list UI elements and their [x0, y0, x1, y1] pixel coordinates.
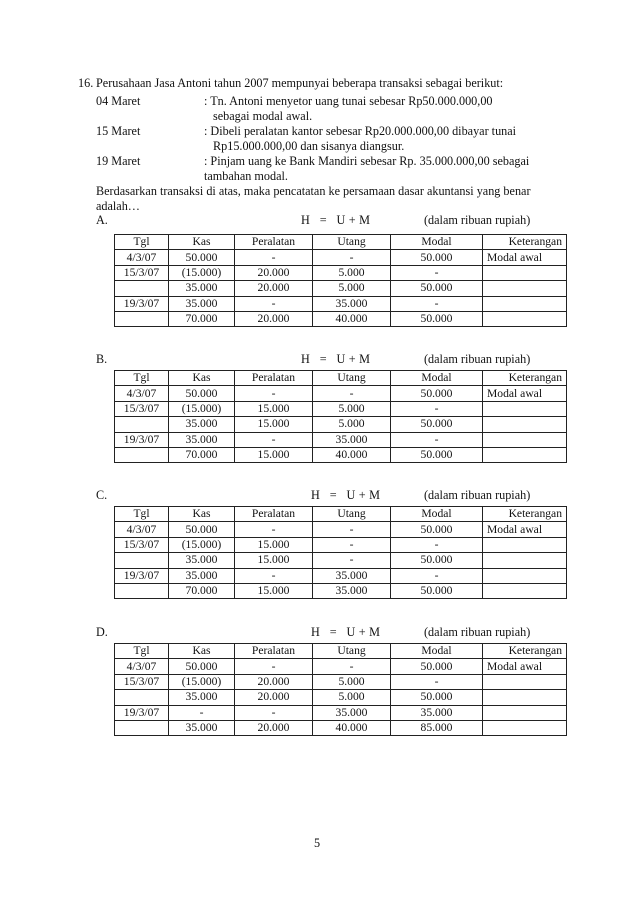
- cell-modal: -: [391, 265, 483, 280]
- cell-kas: 50.000: [169, 659, 235, 674]
- cell-keterangan: [483, 583, 567, 598]
- cell-kas: 50.000: [169, 250, 235, 265]
- header-modal: Modal: [391, 644, 483, 659]
- cell-utang: 5.000: [313, 281, 391, 296]
- cell-tgl: 19/3/07: [115, 568, 169, 583]
- cell-utang: 35.000: [313, 568, 391, 583]
- cell-peralatan: -: [235, 705, 313, 720]
- header-tgl: Tgl: [115, 507, 169, 522]
- header-modal: Modal: [391, 371, 483, 386]
- cell-modal: 50.000: [391, 690, 483, 705]
- cell-kas: (15.000): [169, 674, 235, 689]
- cell-keterangan: Modal awal: [483, 386, 567, 401]
- cell-modal: -: [391, 432, 483, 447]
- cell-utang: 35.000: [313, 583, 391, 598]
- table-row: [115, 568, 567, 583]
- cell-tgl: [115, 281, 169, 296]
- question-intro: Perusahaan Jasa Antoni tahun 2007 mempunyai beberapa transaksi sebagai berikut:: [96, 76, 504, 90]
- cell-modal: -: [391, 674, 483, 689]
- option-letter: C.: [96, 488, 108, 502]
- header-utang: Utang: [313, 371, 391, 386]
- unit-note: (dalam ribuan rupiah): [424, 488, 531, 502]
- cell-utang: -: [313, 659, 391, 674]
- transaction-date: 19 Maret: [96, 154, 141, 168]
- cell-tgl: [115, 553, 169, 568]
- cell-kas: -: [169, 705, 235, 720]
- cell-modal: 50.000: [391, 583, 483, 598]
- header-utang: Utang: [313, 235, 391, 250]
- cell-utang: 5.000: [313, 674, 391, 689]
- table-row: [115, 281, 567, 296]
- table-row: [115, 705, 567, 720]
- cell-modal: -: [391, 401, 483, 416]
- cell-peralatan: 20.000: [235, 265, 313, 280]
- cell-modal: 50.000: [391, 417, 483, 432]
- cell-tgl: 15/3/07: [115, 537, 169, 552]
- cell-kas: 35.000: [169, 690, 235, 705]
- cell-peralatan: 20.000: [235, 690, 313, 705]
- table-row: [115, 720, 567, 735]
- cell-modal: 50.000: [391, 553, 483, 568]
- cell-kas: 50.000: [169, 386, 235, 401]
- unit-note: (dalam ribuan rupiah): [424, 213, 531, 227]
- table-row: [115, 265, 567, 280]
- transaction-desc: : Tn. Antoni menyetor uang tunai sebesar Rp50.000.000,00: [204, 94, 493, 108]
- cell-peralatan: 15.000: [235, 447, 313, 462]
- table-row: [115, 386, 567, 401]
- cell-keterangan: [483, 296, 567, 311]
- table-row: [115, 417, 567, 432]
- cell-keterangan: [483, 432, 567, 447]
- header-utang: Utang: [313, 644, 391, 659]
- transaction-desc: : Dibeli peralatan kantor sebesar Rp20.000.000,00 dibayar tunai: [204, 124, 517, 138]
- table-header-row: [115, 235, 567, 250]
- unit-note: (dalam ribuan rupiah): [424, 625, 531, 639]
- cell-utang: 35.000: [313, 705, 391, 720]
- cell-kas: (15.000): [169, 401, 235, 416]
- option-letter: D.: [96, 625, 108, 639]
- cell-modal: 50.000: [391, 659, 483, 674]
- cell-peralatan: -: [235, 568, 313, 583]
- cell-modal: 50.000: [391, 522, 483, 537]
- question-number: 16.: [78, 76, 94, 90]
- table-row: [115, 674, 567, 689]
- header-peralatan: Peralatan: [235, 507, 313, 522]
- cell-utang: -: [313, 250, 391, 265]
- cell-kas: 35.000: [169, 417, 235, 432]
- cell-peralatan: 15.000: [235, 417, 313, 432]
- header-keterangan: Keterangan: [483, 507, 567, 522]
- cell-tgl: 19/3/07: [115, 432, 169, 447]
- header-tgl: Tgl: [115, 644, 169, 659]
- table-row: [115, 659, 567, 674]
- header-tgl: Tgl: [115, 235, 169, 250]
- journal-table-d: [114, 643, 567, 736]
- cell-modal: 50.000: [391, 311, 483, 326]
- table-row: [115, 250, 567, 265]
- cell-kas: (15.000): [169, 265, 235, 280]
- option-letter: A.: [96, 213, 108, 227]
- cell-modal: 50.000: [391, 250, 483, 265]
- cell-tgl: 15/3/07: [115, 265, 169, 280]
- cell-tgl: [115, 720, 169, 735]
- cell-keterangan: [483, 417, 567, 432]
- cell-peralatan: 15.000: [235, 583, 313, 598]
- header-keterangan: Keterangan: [483, 371, 567, 386]
- header-kas: Kas: [169, 371, 235, 386]
- cell-utang: 5.000: [313, 401, 391, 416]
- cell-peralatan: -: [235, 522, 313, 537]
- cell-peralatan: -: [235, 432, 313, 447]
- cell-peralatan: -: [235, 659, 313, 674]
- cell-kas: 35.000: [169, 553, 235, 568]
- cell-peralatan: -: [235, 296, 313, 311]
- cell-keterangan: [483, 311, 567, 326]
- cell-peralatan: -: [235, 250, 313, 265]
- cell-peralatan: 20.000: [235, 674, 313, 689]
- cell-modal: 50.000: [391, 447, 483, 462]
- cell-utang: -: [313, 386, 391, 401]
- cell-keterangan: [483, 281, 567, 296]
- cell-tgl: 19/3/07: [115, 296, 169, 311]
- cell-peralatan: 15.000: [235, 401, 313, 416]
- table-row: [115, 583, 567, 598]
- cell-utang: 40.000: [313, 447, 391, 462]
- cell-peralatan: 20.000: [235, 720, 313, 735]
- cell-tgl: 4/3/07: [115, 386, 169, 401]
- cell-utang: 35.000: [313, 432, 391, 447]
- transaction-desc-cont: Rp15.000.000,00 dan sisanya diangsur.: [213, 139, 405, 153]
- transaction-desc: : Pinjam uang ke Bank Mandiri sebesar Rp. 35.000.000,00 sebagai: [204, 154, 530, 168]
- cell-utang: 5.000: [313, 417, 391, 432]
- cell-tgl: 15/3/07: [115, 401, 169, 416]
- cell-tgl: [115, 690, 169, 705]
- cell-keterangan: [483, 690, 567, 705]
- cell-keterangan: [483, 553, 567, 568]
- transaction-date: 15 Maret: [96, 124, 141, 138]
- unit-note: (dalam ribuan rupiah): [424, 352, 531, 366]
- table-header-row: [115, 371, 567, 386]
- cell-modal: 50.000: [391, 386, 483, 401]
- cell-tgl: 4/3/07: [115, 659, 169, 674]
- journal-table-a: [114, 234, 567, 327]
- table-row: [115, 537, 567, 552]
- cell-keterangan: Modal awal: [483, 659, 567, 674]
- cell-modal: -: [391, 296, 483, 311]
- cell-modal: 35.000: [391, 705, 483, 720]
- transaction-desc-cont: tambahan modal.: [204, 169, 288, 183]
- cell-modal: -: [391, 568, 483, 583]
- page-number: 5: [314, 836, 321, 850]
- table-row: [115, 690, 567, 705]
- cell-peralatan: 15.000: [235, 553, 313, 568]
- cell-peralatan: -: [235, 386, 313, 401]
- transaction-desc-cont: sebagai modal awal.: [213, 109, 313, 123]
- cell-kas: (15.000): [169, 537, 235, 552]
- header-modal: Modal: [391, 235, 483, 250]
- cell-modal: 50.000: [391, 281, 483, 296]
- cell-keterangan: [483, 265, 567, 280]
- cell-kas: 70.000: [169, 583, 235, 598]
- cell-utang: 5.000: [313, 690, 391, 705]
- cell-keterangan: Modal awal: [483, 250, 567, 265]
- table-row: [115, 296, 567, 311]
- header-keterangan: Keterangan: [483, 644, 567, 659]
- cell-kas: 35.000: [169, 568, 235, 583]
- table-row: [115, 432, 567, 447]
- cell-kas: 35.000: [169, 296, 235, 311]
- equation-label: H = U + M: [301, 213, 371, 227]
- header-utang: Utang: [313, 507, 391, 522]
- cell-tgl: [115, 417, 169, 432]
- cell-tgl: [115, 311, 169, 326]
- cell-tgl: [115, 583, 169, 598]
- cell-utang: -: [313, 537, 391, 552]
- table-header-row: [115, 507, 567, 522]
- journal-table-b: [114, 370, 567, 463]
- equation-label: H = U + M: [311, 488, 381, 502]
- header-kas: Kas: [169, 507, 235, 522]
- cell-modal: 85.000: [391, 720, 483, 735]
- header-keterangan: Keterangan: [483, 235, 567, 250]
- table-row: [115, 522, 567, 537]
- header-peralatan: Peralatan: [235, 235, 313, 250]
- cell-tgl: [115, 447, 169, 462]
- header-kas: Kas: [169, 644, 235, 659]
- cell-utang: 35.000: [313, 296, 391, 311]
- cell-tgl: 19/3/07: [115, 705, 169, 720]
- question-prompt: Berdasarkan transaksi di atas, maka pencatatan ke persamaan dasar akuntansi yang benar adalah…: [96, 184, 531, 213]
- cell-kas: 35.000: [169, 281, 235, 296]
- table-row: [115, 447, 567, 462]
- cell-kas: 35.000: [169, 720, 235, 735]
- equation-label: H = U + M: [311, 625, 381, 639]
- cell-peralatan: 15.000: [235, 537, 313, 552]
- cell-keterangan: [483, 720, 567, 735]
- cell-tgl: 4/3/07: [115, 250, 169, 265]
- header-tgl: Tgl: [115, 371, 169, 386]
- cell-kas: 70.000: [169, 311, 235, 326]
- journal-table-c: [114, 506, 567, 599]
- cell-keterangan: [483, 674, 567, 689]
- cell-keterangan: Modal awal: [483, 522, 567, 537]
- transaction-date: 04 Maret: [96, 94, 141, 108]
- table-row: [115, 553, 567, 568]
- equation-label: H = U + M: [301, 352, 371, 366]
- cell-utang: -: [313, 522, 391, 537]
- cell-keterangan: [483, 568, 567, 583]
- option-letter: B.: [96, 352, 108, 366]
- cell-peralatan: 20.000: [235, 281, 313, 296]
- table-row: [115, 401, 567, 416]
- header-kas: Kas: [169, 235, 235, 250]
- cell-utang: 40.000: [313, 720, 391, 735]
- cell-keterangan: [483, 447, 567, 462]
- header-peralatan: Peralatan: [235, 371, 313, 386]
- cell-tgl: 15/3/07: [115, 674, 169, 689]
- header-modal: Modal: [391, 507, 483, 522]
- cell-utang: 40.000: [313, 311, 391, 326]
- cell-modal: -: [391, 537, 483, 552]
- cell-keterangan: [483, 401, 567, 416]
- cell-keterangan: [483, 537, 567, 552]
- cell-kas: 50.000: [169, 522, 235, 537]
- cell-peralatan: 20.000: [235, 311, 313, 326]
- table-row: [115, 311, 567, 326]
- cell-kas: 35.000: [169, 432, 235, 447]
- cell-kas: 70.000: [169, 447, 235, 462]
- cell-keterangan: [483, 705, 567, 720]
- header-peralatan: Peralatan: [235, 644, 313, 659]
- cell-utang: 5.000: [313, 265, 391, 280]
- table-header-row: [115, 644, 567, 659]
- cell-tgl: 4/3/07: [115, 522, 169, 537]
- cell-utang: -: [313, 553, 391, 568]
